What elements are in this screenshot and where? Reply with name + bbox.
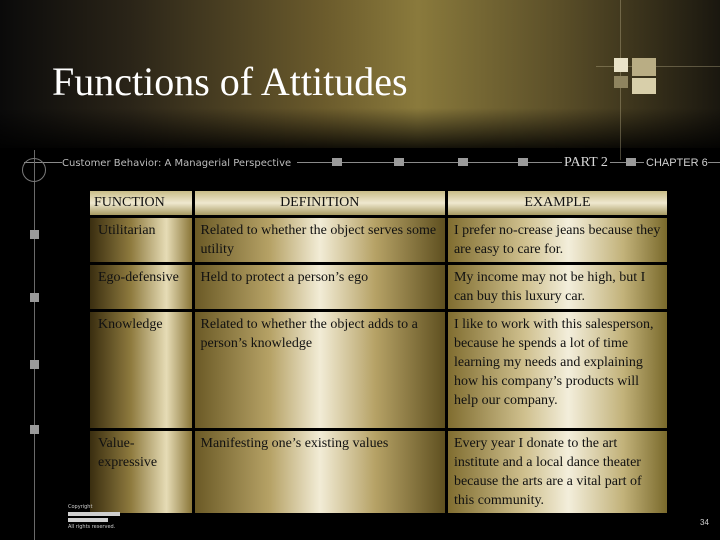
decorative-circle <box>22 158 46 182</box>
decorative-square <box>614 76 628 88</box>
definition-cell: Related to whether the object adds to a person’s knowledge <box>195 312 445 428</box>
function-cell: Knowledge <box>90 312 192 428</box>
table-row <box>90 218 667 262</box>
header-square-marker <box>518 158 528 166</box>
rail-square-marker <box>30 360 39 369</box>
chapter-label: CHAPTER 6 <box>646 157 708 169</box>
rail-square-marker <box>30 230 39 239</box>
table-row <box>90 431 667 513</box>
column-header-function: FUNCTION <box>90 191 192 215</box>
header-square-marker <box>332 158 342 166</box>
copyright-text-block <box>68 512 120 516</box>
function-cell: Ego-defensive <box>90 265 192 309</box>
copyright-text-block <box>68 518 108 522</box>
example-cell: My income may not be high, but I can buy this luxury car. <box>448 265 667 309</box>
copyright-first-line: Copyright <box>68 504 93 510</box>
table-row <box>90 312 667 428</box>
example-cell: I prefer no-crease jeans because they are easy to care for. <box>448 218 667 262</box>
copyright-last-line: All rights reserved. <box>68 524 116 530</box>
header-square-marker <box>458 158 468 166</box>
page-number: 34 <box>700 518 709 527</box>
table-header-row <box>90 191 667 215</box>
decorative-square <box>632 78 656 94</box>
table-row <box>90 265 667 309</box>
copyright-notice <box>68 504 128 530</box>
example-cell: Every year I donate to the art institute and a local dance theater because the arts are a vital part of this community. <box>448 431 667 513</box>
function-cell: Utilitarian <box>90 218 192 262</box>
left-decorative-rail <box>34 150 35 540</box>
definition-cell: Manifesting one’s existing values <box>195 431 445 513</box>
example-cell: I like to work with this salesperson, because he spends a lot of time learning my needs and explaining how his company’s products will help our company. <box>448 312 667 428</box>
decorative-square <box>614 58 628 72</box>
slide-title: Functions of Attitudes <box>52 59 408 104</box>
function-cell: Value-expressive <box>90 431 192 513</box>
rail-square-marker <box>30 293 39 302</box>
definition-cell: Held to protect a person’s ego <box>195 265 445 309</box>
header-square-marker <box>626 158 636 166</box>
decorative-square <box>632 58 656 76</box>
attitude-functions-table <box>87 188 670 516</box>
book-subtitle: Customer Behavior: A Managerial Perspective <box>62 158 297 169</box>
column-header-definition: DEFINITION <box>195 191 445 215</box>
part-label: PART 2 <box>564 155 608 170</box>
definition-cell: Related to whether the object serves some utility <box>195 218 445 262</box>
rail-square-marker <box>30 425 39 434</box>
header-square-marker <box>394 158 404 166</box>
column-header-example: EXAMPLE <box>448 191 667 215</box>
